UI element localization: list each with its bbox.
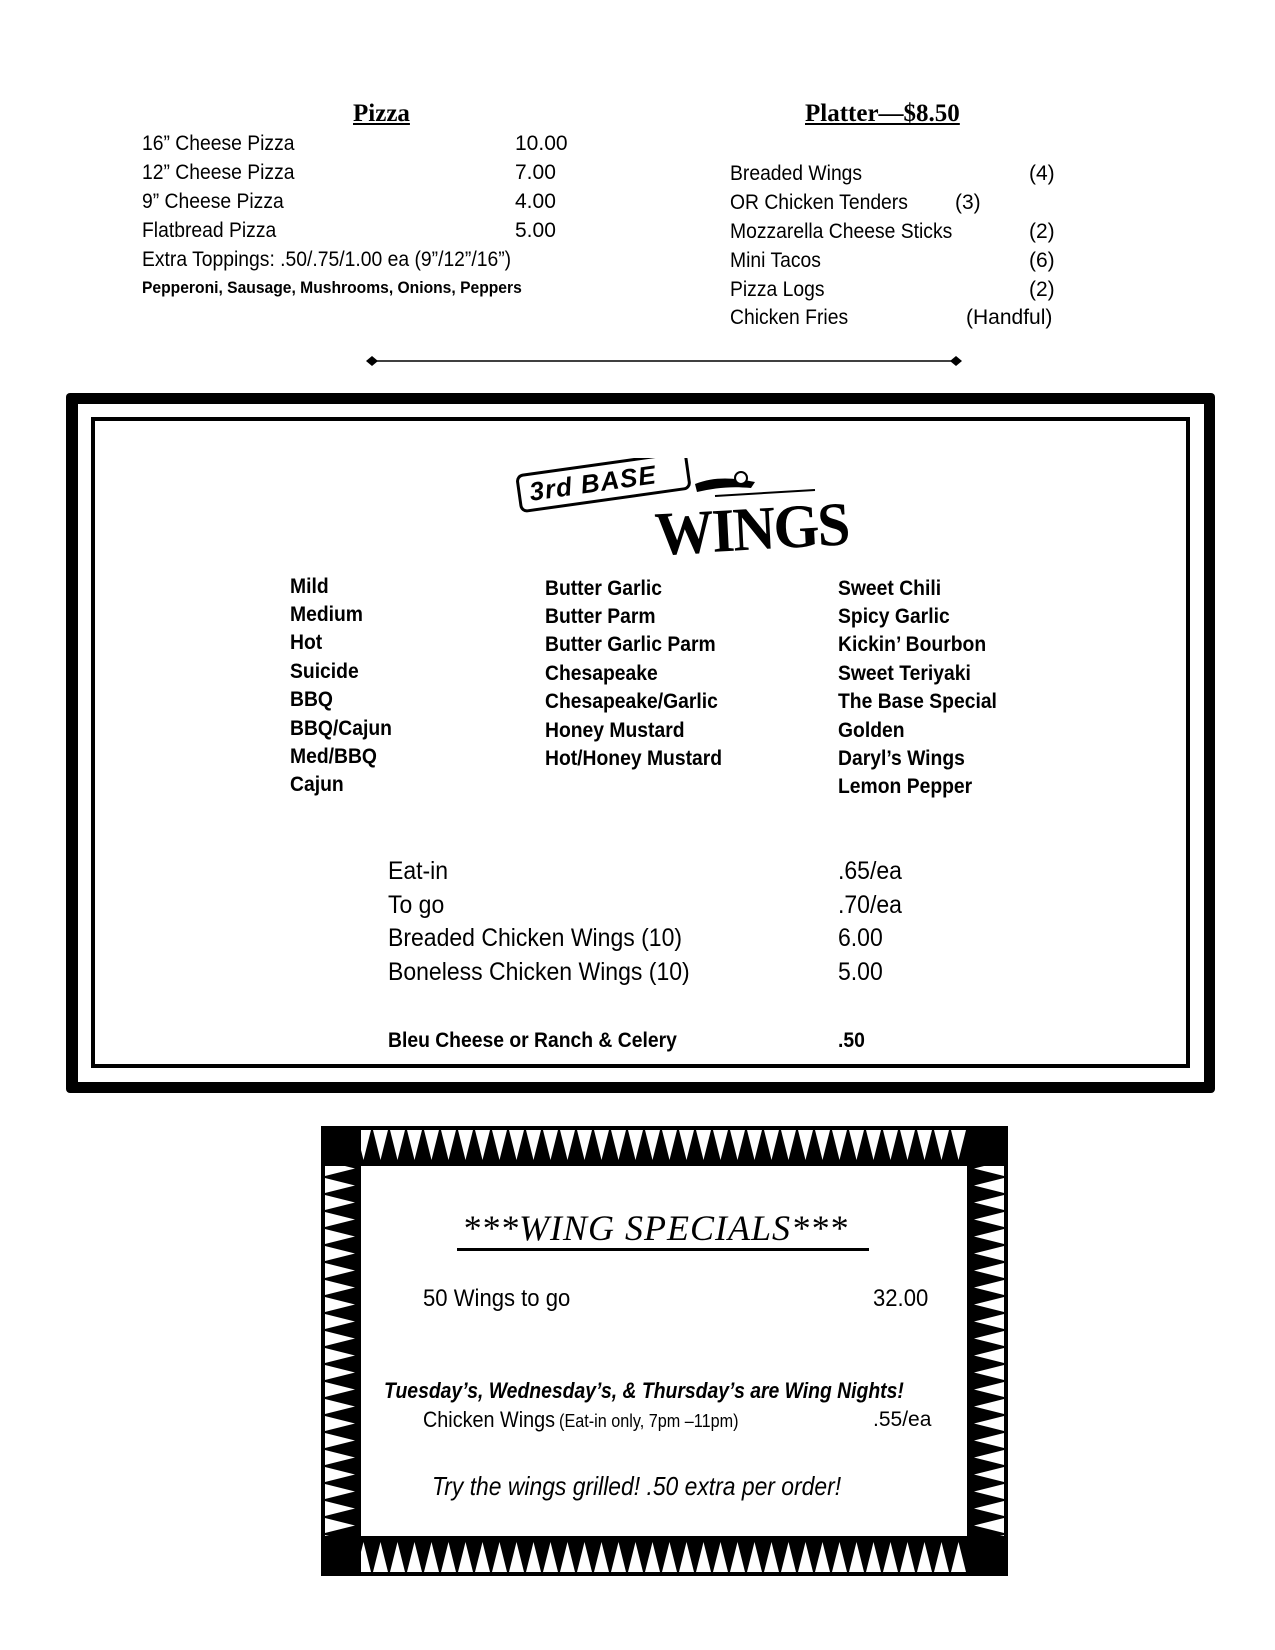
platter-item-name: Pizza Logs (730, 278, 825, 301)
wing-night-line (423, 1407, 739, 1433)
wing-price-name: Breaded Chicken Wings (10) (388, 924, 683, 952)
wing-nights-text: Tuesday’s, Wednesday’s, & Thursday’s are Wing Nights! (384, 1378, 904, 1403)
wing-price-name: To go (388, 891, 445, 919)
wing-flavor: Butter Garlic Parm (545, 633, 716, 656)
platter-item-name: Mozzarella Cheese Sticks (730, 220, 953, 243)
section-divider (365, 354, 963, 368)
wing-flavor: Hot/Honey Mustard (545, 747, 723, 770)
wing-flavor: Suicide (290, 660, 359, 683)
wing-flavor: BBQ (290, 688, 333, 711)
side-sauce-name: Bleu Cheese or Ranch & Celery (388, 1029, 677, 1052)
wing-price-value: .70/ea (838, 891, 902, 919)
extra-toppings: Extra Toppings: .50/.75/1.00 ea (9”/12”/16”) (142, 248, 512, 271)
platter-item-name: Breaded Wings (730, 162, 863, 185)
wing-flavor: Butter Garlic (545, 577, 663, 600)
wing-flavor: Hot (290, 631, 323, 654)
wing-price-value: .65/ea (838, 857, 902, 885)
wing-night-price: .55/ea (873, 1408, 932, 1431)
platter-title: Platter—$8.50 (805, 100, 960, 127)
wing-flavor: Mild (290, 575, 329, 598)
wing-flavor: Med/BBQ (290, 745, 377, 768)
platter-item-name: Mini Tacos (730, 249, 821, 272)
wing-flavor: Chesapeake (545, 662, 658, 685)
wing-flavor: BBQ/Cajun (290, 717, 392, 740)
special-deal-price: 32.00 (873, 1285, 929, 1312)
platter-item-qty: (2) (1029, 278, 1055, 301)
wing-flavor: Butter Parm (545, 605, 656, 628)
menu-item-price: 7.00 (515, 161, 556, 184)
grilled-note: Try the wings grilled! .50 extra per order! (432, 1471, 842, 1501)
wing-price-name: Boneless Chicken Wings (10) (388, 958, 690, 986)
specials-title-underline (457, 1248, 869, 1251)
special-deal-name: 50 Wings to go (423, 1285, 571, 1312)
menu-item-name: 12” Cheese Pizza (142, 161, 295, 184)
wing-flavor: The Base Special (838, 690, 997, 713)
platter-item-qty: (2) (1029, 220, 1055, 243)
wing-flavor: Honey Mustard (545, 719, 685, 742)
logo-top-text: 3rd BASE (527, 459, 659, 507)
platter-item-name: Chicken Fries (730, 306, 849, 329)
menu-item-price: 10.00 (515, 132, 568, 155)
wing-price-name: Eat-in (388, 857, 449, 885)
side-sauce-price: .50 (838, 1029, 865, 1052)
pizza-title: Pizza (353, 100, 410, 127)
platter-item-qty: (3) (955, 191, 981, 214)
platter-item-qty: (Handful) (966, 306, 1053, 329)
wing-flavor: Cajun (290, 773, 344, 796)
toppings-list: Pepperoni, Sausage, Mushrooms, Onions, Peppers (142, 278, 522, 297)
wing-night-note: (Eat-in only, 7pm –11pm) (559, 1411, 739, 1431)
platter-item-qty: (4) (1029, 162, 1055, 185)
third-base-wings-logo (515, 458, 850, 569)
menu-item-name: Flatbread Pizza (142, 219, 277, 242)
specials-title: ***WING SPECIALS*** (462, 1208, 848, 1248)
logo-main-text: WINGS (653, 490, 850, 569)
wing-flavor: Kickin’ Bourbon (838, 633, 987, 656)
wing-flavor: Sweet Chili (838, 577, 942, 600)
menu-item-name: 16” Cheese Pizza (142, 132, 295, 155)
wing-flavor: Chesapeake/Garlic (545, 690, 718, 713)
platter-item-qty: (6) (1029, 249, 1055, 272)
wing-flavor: Daryl’s Wings (838, 747, 965, 770)
wing-price-value: 6.00 (838, 924, 883, 952)
wing-flavor: Medium (290, 603, 363, 626)
wing-flavor: Spicy Garlic (838, 605, 950, 628)
menu-item-name: 9” Cheese Pizza (142, 190, 284, 213)
wing-night-item: Chicken Wings (423, 1407, 556, 1432)
wing-flavor: Sweet Teriyaki (838, 662, 971, 685)
platter-item-name: OR Chicken Tenders (730, 191, 908, 214)
wing-price-value: 5.00 (838, 958, 883, 986)
menu-item-price: 5.00 (515, 219, 556, 242)
menu-item-price: 4.00 (515, 190, 556, 213)
wing-flavor: Golden (838, 719, 905, 742)
wing-flavor: Lemon Pepper (838, 775, 973, 798)
